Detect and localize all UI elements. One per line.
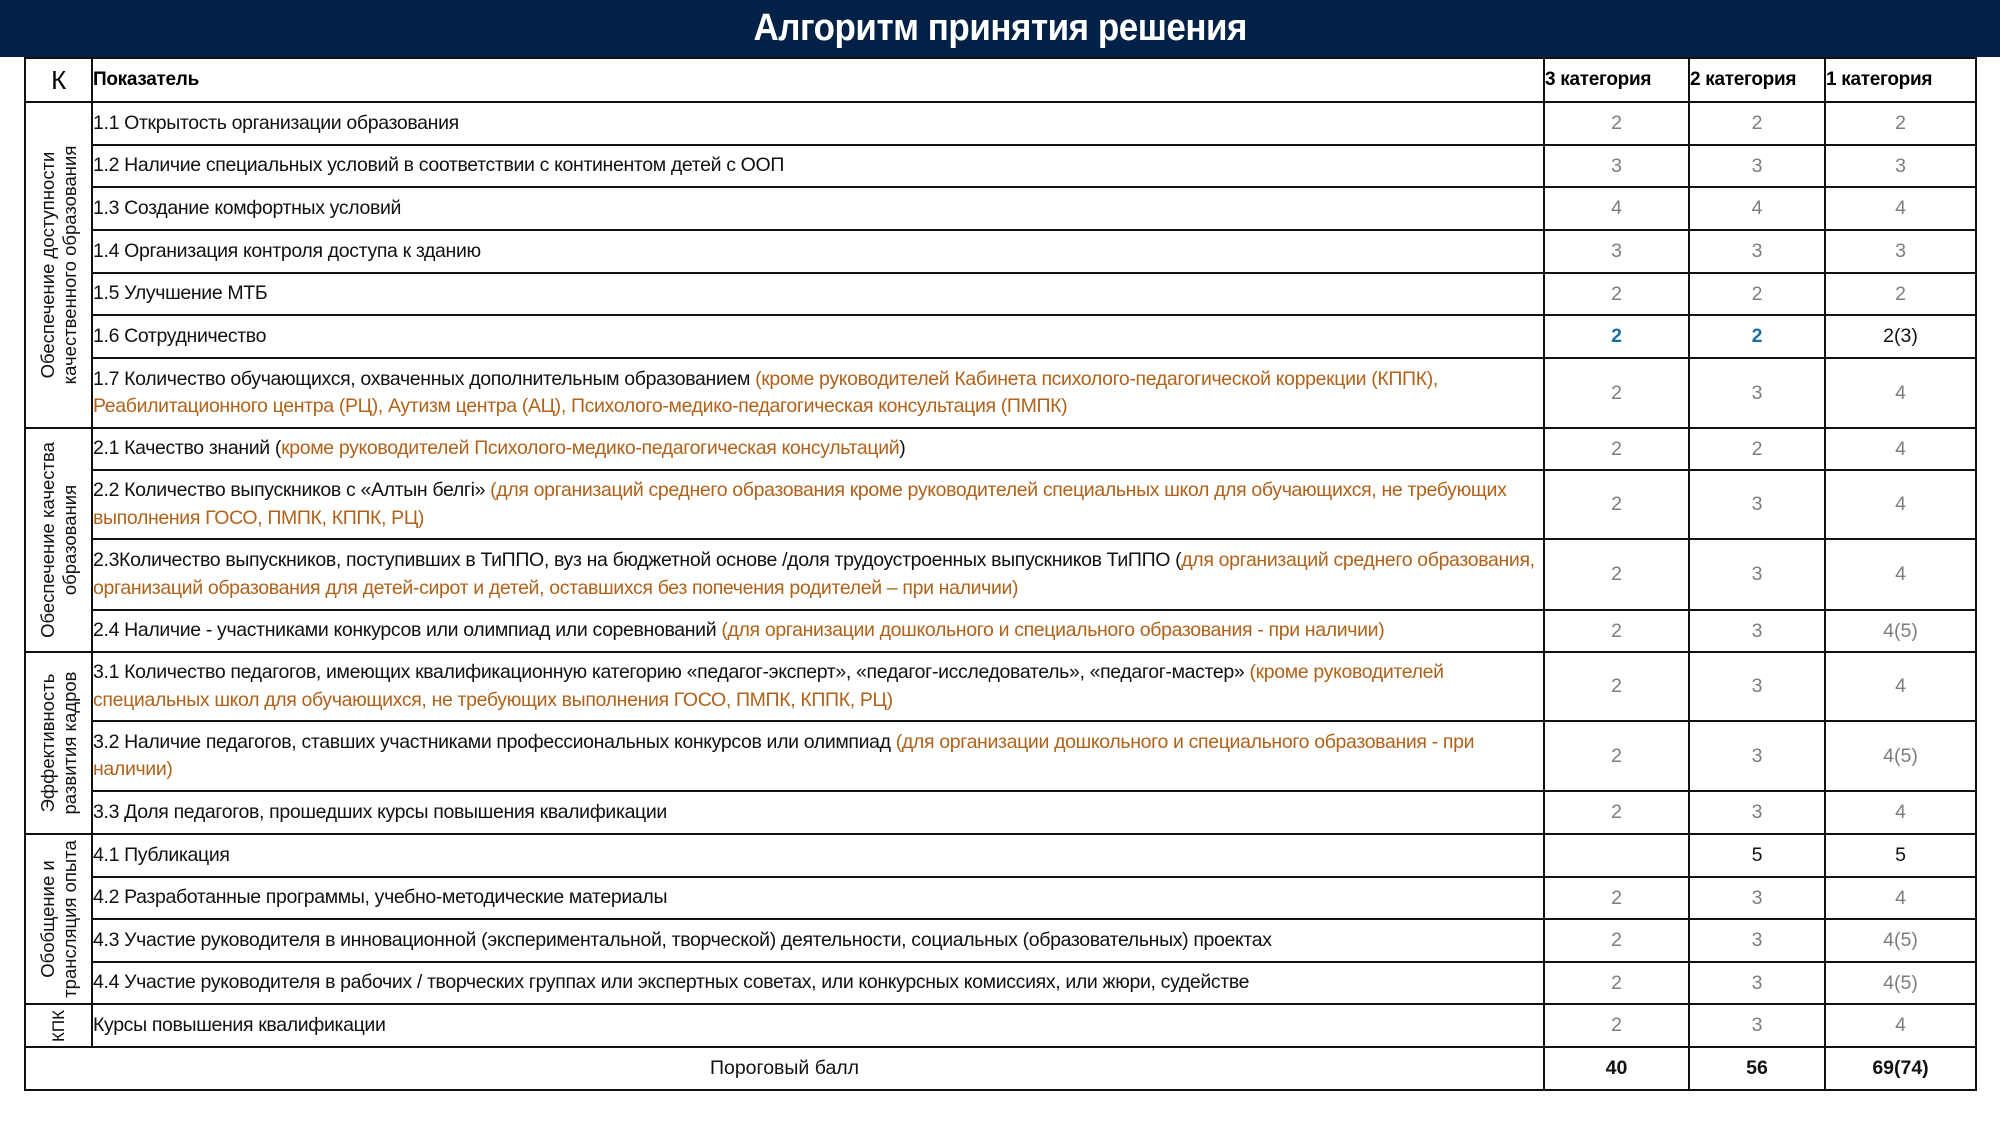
header-category-2: 2 категория [1689,58,1825,102]
section-label-staff: Эффективность развития кадров [25,652,92,834]
indicator-3-3: 3.3 Доля педагогов, прошедших курсы повышения квалификации [92,791,1544,834]
value-cat1: 4 [1825,358,1976,428]
indicator-1-3: 1.3 Создание комфортных условий [92,187,1544,230]
table-row [25,610,1976,652]
value-cat1: 4 [1825,1004,1976,1047]
value-cat3: 2 [1544,610,1689,652]
value-cat3: 2 [1544,962,1689,1004]
value-cat3: 2 [1544,791,1689,834]
threshold-cat2: 56 [1689,1047,1825,1090]
value-cat1: 4 [1825,539,1976,610]
header-category-3: 3 категория [1544,58,1689,102]
value-cat2: 2 [1689,273,1825,315]
value-cat2: 3 [1689,962,1825,1004]
indicator-1-6: 1.6 Сотрудничество [92,315,1544,358]
indicator-2-2: 2.2 Количество выпускников с «Алтын белгі» (для организаций среднего образования кроме руководителей специальных школ для обучающихся, не требующих выполнения ГОСО, ПМПК, КППК, РЦ) [92,470,1544,539]
value-cat1: 2(3) [1825,315,1976,358]
indicator-kpk: Курсы повышения квалификации [92,1004,1544,1047]
indicator-4-4: 4.4 Участие руководителя в рабочих / творческих группах или экспертных советах, или конкурсных комиссиях, или жюри, судействе [92,962,1544,1004]
value-cat2: 3 [1689,721,1825,791]
value-cat1: 3 [1825,145,1976,187]
table-row [25,315,1976,358]
value-cat3: 2 [1544,273,1689,315]
table-row [25,877,1976,919]
value-cat2: 2 [1689,428,1825,470]
value-cat3: 3 [1544,145,1689,187]
value-cat1: 4(5) [1825,610,1976,652]
table-row [25,791,1976,834]
value-cat3: 3 [1544,230,1689,273]
table-row [25,102,1976,145]
value-cat1: 4 [1825,652,1976,721]
indicator-2-4: 2.4 Наличие - участниками конкурсов или олимпиад или соревнований (для организации дошкольного и специального образования - при наличии) [92,610,1544,652]
indicator-note: (для организаций среднего образования кроме руководителей специальных школ для обучающихся, не требующих выполнения ГОСО, ПМПК, КППК, РЦ) [93,479,1507,529]
value-cat1: 4(5) [1825,721,1976,791]
value-cat2: 4 [1689,187,1825,230]
title-bar [0,0,2000,57]
table-row [25,187,1976,230]
indicator-2-3: 2.3Количество выпускников, поступивших в ТиППО, вуз на бюджетной основе /доля трудоустроенных выпускников ТиППО (для организаций среднего образования, организаций образования для детей-сирот и детей, оставшихся без попечения родителей – при наличии) [92,539,1544,610]
indicator-3-2: 3.2 Наличие педагогов, ставших участниками профессиональных конкурсов или олимпиад (для организации дошкольного и специального образования - при наличии) [92,721,1544,791]
threshold-cat1: 69(74) [1825,1047,1976,1090]
indicator-note: (для организации дошкольного и специального образования - при наличии) [93,730,1475,780]
value-cat1: 4(5) [1825,962,1976,1004]
indicator-4-3: 4.3 Участие руководителя в инновационной (экспериментальной, творческой) деятельности, социальных (образовательных) проектах [92,919,1544,962]
value-cat3: 2 [1544,877,1689,919]
indicator-note: для организаций среднего образования, организаций образования для детей-сирот и детей, оставшихся без попечения родителей – при наличии) [93,549,1535,599]
indicator-1-7: 1.7 Количество обучающихся, охваченных дополнительным образованием (кроме руководителей Кабинета психолого-педагогической коррекции (КППК), Реабилитационного центра (РЦ), Аутизм центра (АЦ), Психолого-медико-педагогическая консультация (ПМПК) [92,358,1544,428]
section-label-kpk: КПК [25,1004,92,1047]
value-cat2: 3 [1689,877,1825,919]
threshold-label: Пороговый балл [25,1047,1544,1090]
value-cat1: 2 [1825,273,1976,315]
value-cat2: 3 [1689,791,1825,834]
indicator-1-5: 1.5 Улучшение МТБ [92,273,1544,315]
value-cat2: 3 [1689,358,1825,428]
indicator-4-1: 4.1 Публикация [92,834,1544,877]
table-row [25,962,1976,1004]
header-indicator: Показатель [92,58,1544,102]
table-row [25,539,1976,610]
indicator-2-1: 2.1 Качество знаний (кроме руководителей Психолого-медико-педагогическая консультаций) [92,428,1544,470]
indicator-3-1: 3.1 Количество педагогов, имеющих квалификационную категорию «педагог-эксперт», «педагог-исследователь», «педагог-мастер» (кроме руководителей специальных школ для обучающихся, не требующих выполнения ГОСО, ПМПК, КППК, РЦ) [92,652,1544,721]
value-cat3: 2 [1544,428,1689,470]
table-row [25,834,1976,877]
value-cat2: 2 [1689,102,1825,145]
table-row [25,721,1976,791]
section-label-quality: Обеспечение качества образования [25,428,92,652]
table-row [25,428,1976,470]
table-row [25,652,1976,721]
table-header-row [25,58,1976,102]
value-cat2: 3 [1689,470,1825,539]
value-cat3: 2 [1544,315,1689,358]
threshold-cat3: 40 [1544,1047,1689,1090]
page-title: Алгоритм принятия решения [753,7,1247,49]
value-cat3: 2 [1544,539,1689,610]
decision-algorithm-table [24,57,1977,1091]
table-row [25,145,1976,187]
table-row [25,230,1976,273]
value-cat1: 4 [1825,470,1976,539]
value-cat3: 2 [1544,1004,1689,1047]
value-cat1: 4(5) [1825,919,1976,962]
value-cat2: 3 [1689,610,1825,652]
value-cat1: 2 [1825,102,1976,145]
value-cat2: 3 [1689,539,1825,610]
value-cat2: 3 [1689,230,1825,273]
value-cat3: 4 [1544,187,1689,230]
indicator-note: (кроме руководителей специальных школ для обучающихся, не требующих выполнения ГОСО, ПМПК, КППК, РЦ) [93,661,1444,711]
indicator-1-1: 1.1 Открытость организации образования [92,102,1544,145]
value-cat3: 2 [1544,652,1689,721]
indicator-4-2: 4.2 Разработанные программы, учебно-методические материалы [92,877,1544,919]
value-cat2: 3 [1689,145,1825,187]
threshold-row [25,1047,1976,1090]
table-row [25,273,1976,315]
value-cat3: 2 [1544,470,1689,539]
value-cat2: 3 [1689,1004,1825,1047]
indicator-note: кроме руководителей Психолого-медико-педагогическая консультаций [281,437,900,460]
table-row [25,470,1976,539]
section-label-experience: Обобщение и трансляция опыта [25,834,92,1004]
value-cat3 [1544,834,1689,877]
indicator-note: (кроме руководителей Кабинета психолого-педагогической коррекции (КППК), Реабилитационного центра (РЦ), Аутизм центра (АЦ), Психолого-медико-педагогическая консультация (ПМПК) [93,367,1438,417]
section-label-access: Обеспечение доступности качественного образования [25,102,92,428]
value-cat3: 2 [1544,721,1689,791]
value-cat1: 5 [1825,834,1976,877]
indicator-1-4: 1.4 Организация контроля доступа к зданию [92,230,1544,273]
value-cat3: 2 [1544,919,1689,962]
value-cat1: 4 [1825,791,1976,834]
indicator-note: (для организации дошкольного и специального образования - при наличии) [721,619,1385,642]
value-cat1: 4 [1825,187,1976,230]
value-cat2: 3 [1689,919,1825,962]
value-cat2: 2 [1689,315,1825,358]
value-cat3: 2 [1544,358,1689,428]
header-k: К [25,58,92,102]
table-row [25,1004,1976,1047]
indicator-1-2: 1.2 Наличие специальных условий в соответствии с континентом детей с ООП [92,145,1544,187]
value-cat3: 2 [1544,102,1689,145]
value-cat2: 5 [1689,834,1825,877]
header-category-1: 1 категория [1825,58,1976,102]
table-row [25,358,1976,428]
table-row [25,919,1976,962]
value-cat1: 4 [1825,877,1976,919]
value-cat2: 3 [1689,652,1825,721]
value-cat1: 3 [1825,230,1976,273]
value-cat1: 4 [1825,428,1976,470]
